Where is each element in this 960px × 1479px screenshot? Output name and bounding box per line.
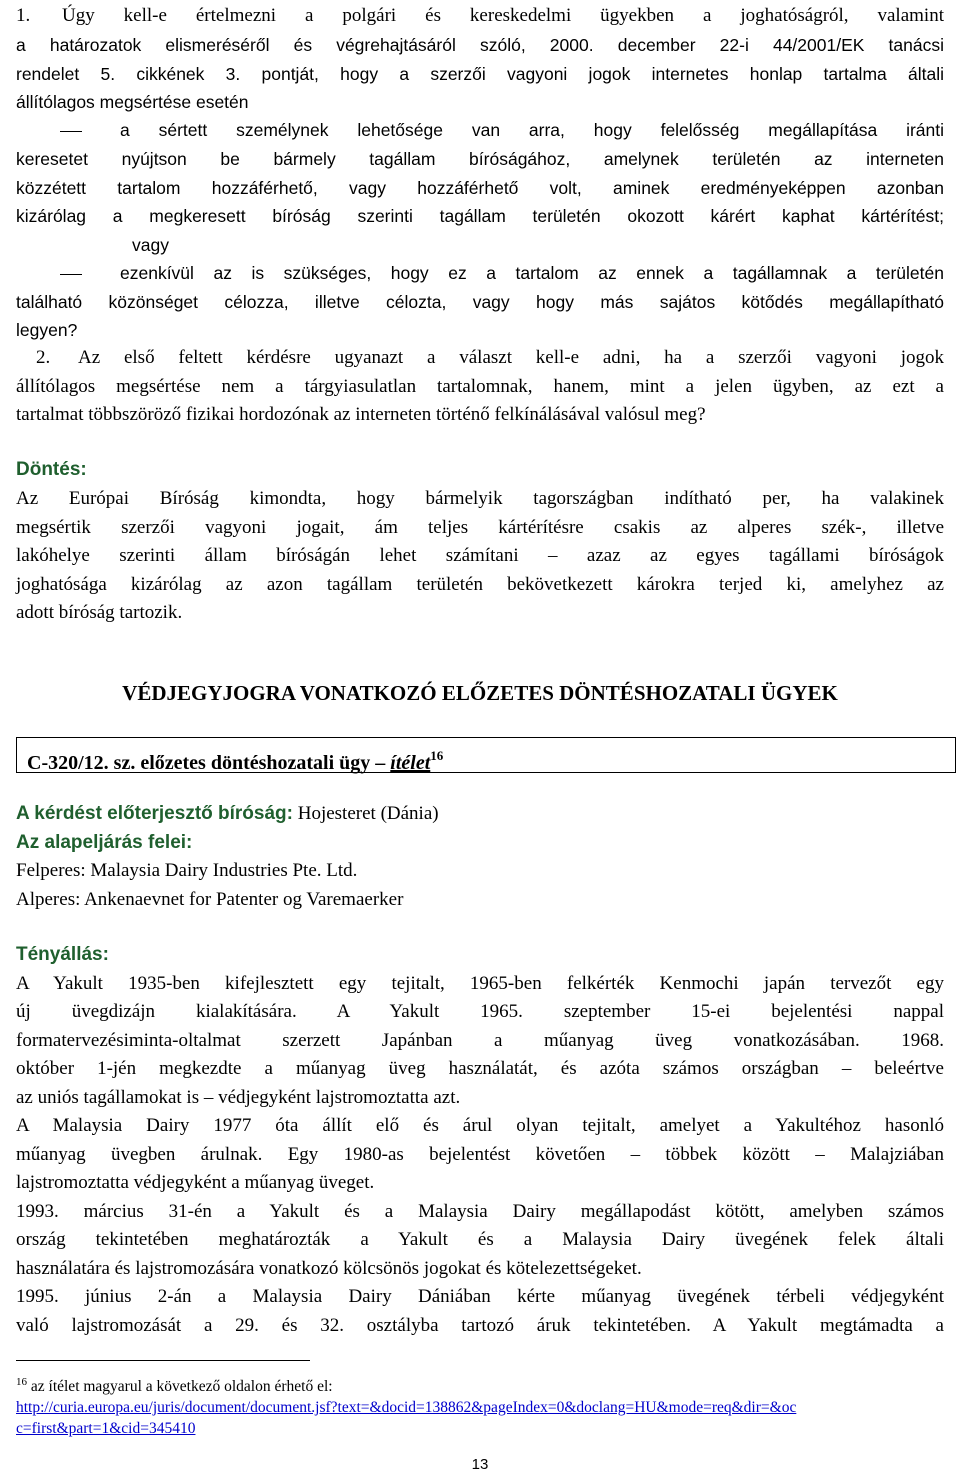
- page-number: 13: [471, 1456, 489, 1473]
- facts-line: való lajstromozását a 29. és 32. osztályba tartozó áruk tekintetében. A Yakult megtámadta a: [16, 1315, 944, 1336]
- facts-line: műanyag üvegben árulnak. Egy 1980-as bejelentést követően – többek között – Malajziában: [16, 1144, 944, 1165]
- question-1-line: állítólagos megsértése esetén: [16, 92, 249, 112]
- facts-line: 1995. június 2-án a Malaysia Dairy Dániában kérte műanyag üvegének térbeli védjegyként: [16, 1286, 944, 1307]
- facts-line: formatervezésiminta-oltalmat szerzett Japánban a műanyag üveg vonatkozásában. 1968.: [16, 1030, 944, 1051]
- footnote-link[interactable]: http://curia.europa.eu/juris/document/document.jsf?text=&docid=138862&pageIndex=0&doclang=HU&mode=req&dir=&oc c=first&part=1&cid=345410: [16, 1399, 797, 1437]
- dash-item-2-line: legyen?: [16, 320, 78, 340]
- question-2-line: állítólagos megsértése nem a tárgyiasulatlan tartalomnak, hanem, mint a jelen ügyben, az ezt a: [16, 376, 944, 397]
- question-1-line: a határozatok elismeréséről és végrehajtásáról szóló, 2000. december 22-i 44/2001/EK tanácsi: [16, 35, 944, 55]
- footnote-ref[interactable]: 16: [430, 748, 444, 763]
- parties-heading: Az alapeljárás felei:: [16, 832, 193, 853]
- decision-line: joghatósága kizárólag az azon tagállam területén bekövetkezett károkra terjed ki, amelyhez az: [16, 574, 944, 595]
- dash-bullet: [60, 131, 82, 132]
- dash-item-2-line: található közönséget célozza, illetve célozta, vagy hogy más sajátos kötődés megállapítható: [16, 292, 944, 312]
- decision-line: lakóhelye szerinti állam bíróságán lehet számítani – azaz az egyes tagállami bíróságok: [16, 545, 944, 566]
- question-2-line: 2. Az első feltett kérdésre ugyanazt a választ kell-e adni, ha a szerzői vagyoni jogok: [16, 344, 944, 373]
- case-type: ítélet: [390, 752, 431, 774]
- referring-court: A kérdést előterjesztő bíróság: Hojesteret (Dánia): [16, 803, 439, 824]
- defendant: Alperes: Ankenaevnet for Patenter og Varemaerker: [16, 889, 404, 910]
- facts-line: új üvegdizájn kialakítására. A Yakult 1965. szeptember 15-ei bejelentési nappal: [16, 1001, 944, 1022]
- footnote: [16, 1372, 944, 1439]
- question-2-line: tartalmat többszöröző fizikai hordozónak az interneten történő felkínálásával valósul meg?: [16, 404, 706, 425]
- dash-item-1-line: kizárólag a megkeresett bíróság szerinti tagállam területén okozott kárért kaphat kártérítést;: [16, 206, 944, 226]
- facts-line: A Yakult 1935-ben kifejlesztett egy tejitalt, 1965-ben felkérték Kenmochi japán tervezőt egy: [16, 973, 944, 994]
- facts-line: 1993. március 31-én a Yakult és a Malaysia Dairy megállapodást kötött, amelyben számos: [16, 1201, 944, 1222]
- footnote-separator: [16, 1360, 310, 1361]
- dash-item-1-line: keresetet nyújtson be bármely tagállam bíróságához, amelynek területén az interneten: [16, 149, 944, 169]
- decision-line: megsértik szerzői vagyoni jogait, ám teljes kártérítésre csakis az alperes szék-, illetve: [16, 517, 944, 538]
- question-number: 1.: [16, 5, 31, 26]
- plaintiff: Felperes: Malaysia Dairy Industries Pte. Ltd.: [16, 860, 358, 881]
- dash-item-2: ezenkívül az is szükséges, hogy ez a tartalom az ennek a tagállamnak a területén: [16, 259, 944, 288]
- facts-line: használatára és lajstromozására vonatkozó kölcsönös jogokat és kötelezettségeket.: [16, 1258, 642, 1279]
- question-number: 2.: [36, 347, 51, 368]
- facts-line: lajstromoztatta védjegyként a műanyag üveget.: [16, 1172, 375, 1193]
- facts-line: ország tekintetében meghatározták a Yakult és a Malaysia Dairy üvegének felek általi: [16, 1229, 944, 1250]
- decision-line: adott bíróság tartozik.: [16, 602, 183, 623]
- question-1-line: rendelet 5. cikkének 3. pontját, hogy a szerzői vagyoni jogok internetes honlap tartalma általi: [16, 64, 944, 84]
- dash-item-1: a sértett személynek lehetősége van arra, hogy felelősség megállapítása iránti: [16, 116, 944, 145]
- decision-heading: Döntés:: [16, 459, 87, 480]
- question-1-line: 1. Úgy kell-e értelmezni a polgári és kereskedelmi ügyekben a joghatóságról, valamint: [16, 2, 944, 31]
- decision-line: Az Európai Bíróság kimondta, hogy bármelyik tagországban indítható per, ha valakinek: [16, 488, 944, 509]
- case-header-box: [16, 737, 956, 773]
- facts-line: október 1-jén megkezdte a műanyag üveg használatát, és azóta számos országban – beleértve: [16, 1058, 944, 1079]
- or-word: vagy: [132, 235, 169, 255]
- facts-line: A Malaysia Dairy 1977 óta állít elő és árul olyan tejitalt, amelyet a Yakultéhoz hasonló: [16, 1115, 944, 1136]
- case-number: C-320/12. sz. előzetes döntéshozatali ügy –: [27, 752, 391, 774]
- facts-line: az uniós tagállamokat is – védjegyként lajstromoztatta azt.: [16, 1087, 461, 1108]
- section-title: VÉDJEGYJOGRA VONATKOZÓ ELŐZETES DÖNTÉSHOZATALI ÜGYEK: [122, 681, 838, 705]
- footnote-text: $^{16}$ az ítélet magyarul a következő oldalon érhető el:: [16, 1376, 333, 1395]
- dash-bullet: [60, 274, 82, 275]
- facts-heading: Tényállás:: [16, 944, 109, 965]
- dash-item-1-line: közzétett tartalom hozzáférhető, vagy hozzáférhető volt, aminek eredményeképpen azonban: [16, 178, 944, 198]
